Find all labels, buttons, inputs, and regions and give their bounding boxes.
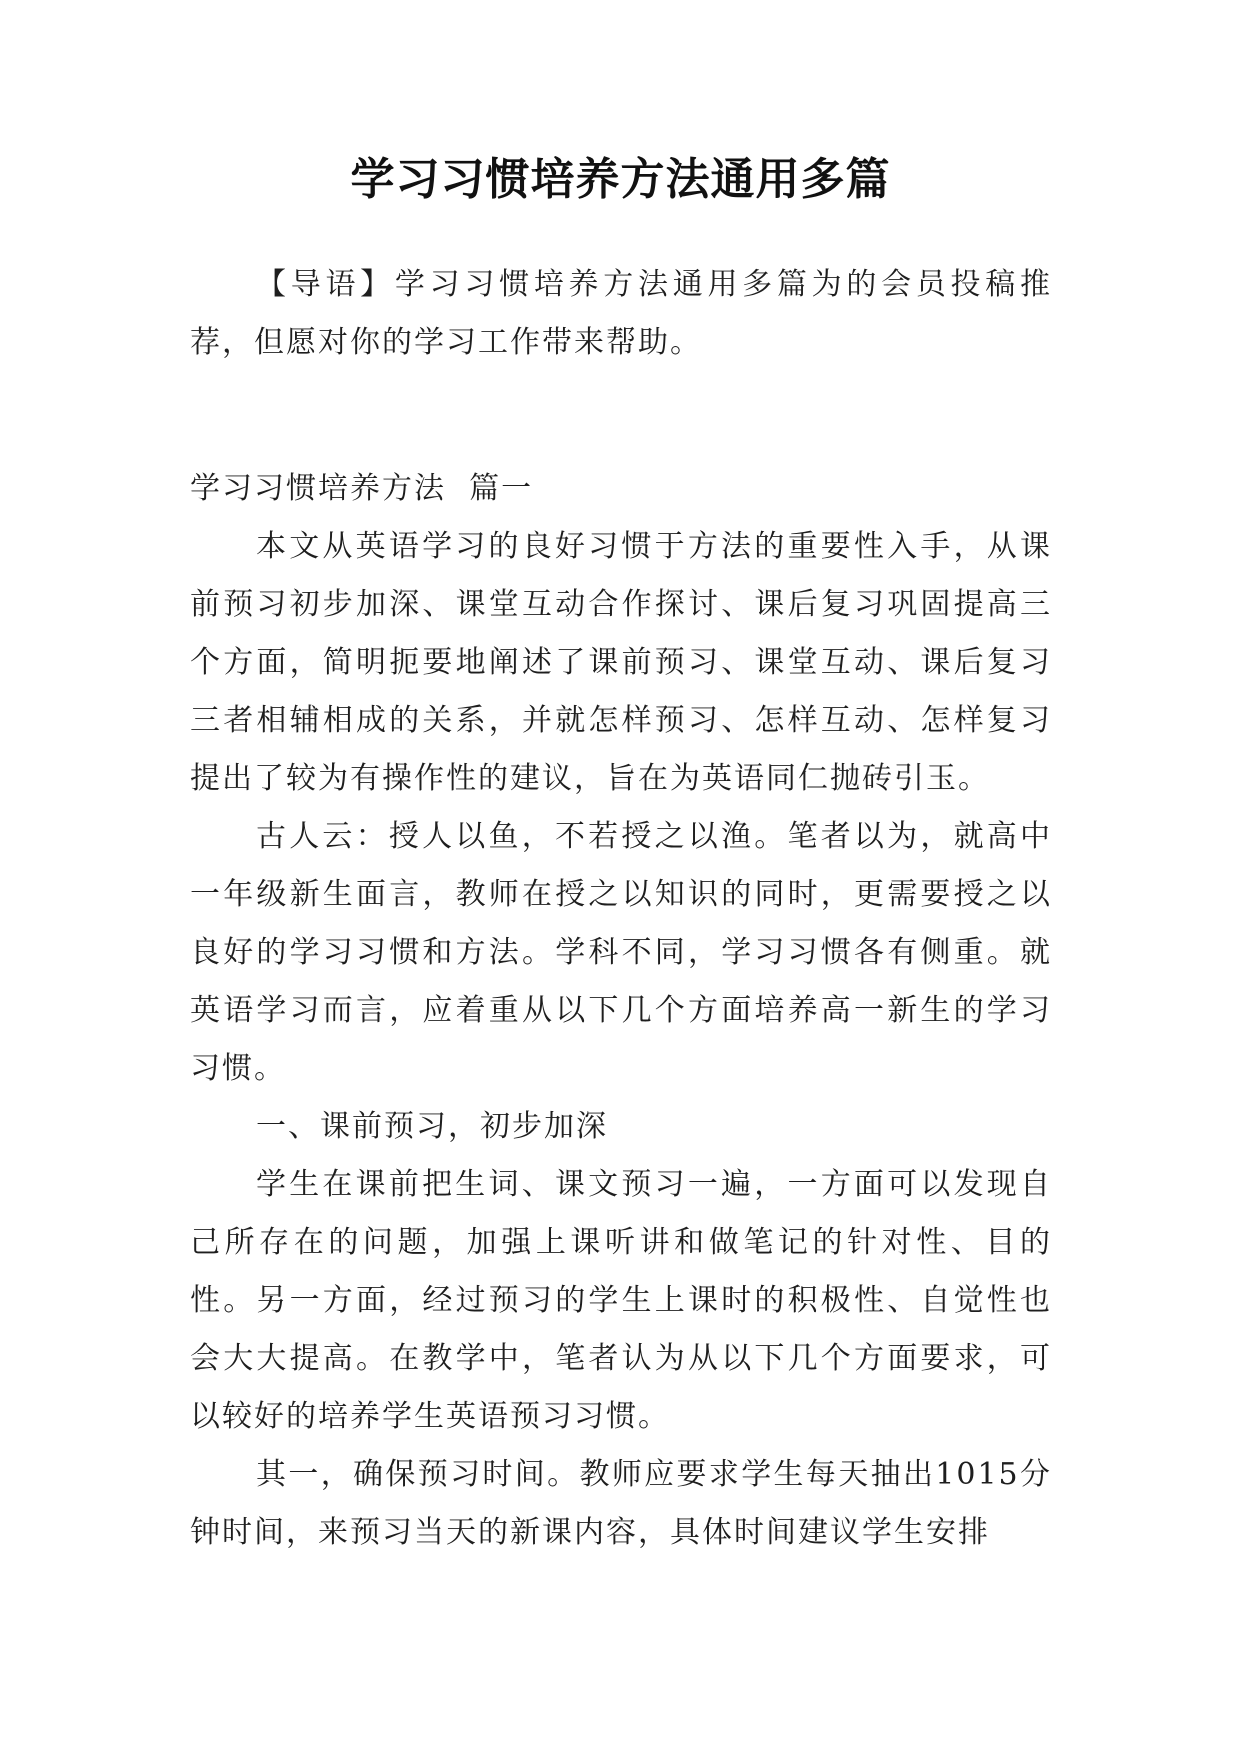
paragraph-3: 学生在课前把生词、课文预习一遍，一方面可以发现自己所存在的问题，加强上课听讲和做笔记的针对性、目的性。另一方面，经过预习的学生上课时的积极性、自觉性也会大大提高。在教学中，笔者认为从以下几个方面要求，可以较好的培养学生英语预习习惯。 <box>190 1167 1052 1434</box>
section-heading: 学习习惯培养方法 篇一 <box>190 471 534 506</box>
paragraph-4: 其一，确保预习时间。教师应要求学生每天抽出1015分钟时间，来预习当天的新课内容，具体时间建议学生安排 <box>190 1457 1052 1550</box>
paragraph-1: 本文从英语学习的良好习惯于方法的重要性入手，从课前预习初步加深、课堂互动合作探讨、课后复习巩固提高三个方面，简明扼要地阐述了课前预习、课堂互动、课后复习三者相辅相成的关系，并就怎样预习、怎样互动、怎样复习提出了较为有操作性的建议，旨在为英语同仁抛砖引玉。 <box>190 529 1052 796</box>
lead-paragraph: 【导语】学习习惯培养方法通用多篇为的会员投稿推荐，但愿对你的学习工作带来帮助。 <box>190 267 1052 360</box>
document-title: 学习习惯培养方法通用多篇 <box>350 154 891 205</box>
subheading-1: 一、课前预习，初步加深 <box>256 1109 608 1144</box>
paragraph-2: 古人云：授人以鱼，不若授之以渔。笔者以为，就高中一年级新生面言，教师在授之以知识的同时，更需要授之以良好的学习习惯和方法。学科不同，学习习惯各有侧重。就英语学习而言，应着重从以下几个方面培养高一新生的学习习惯。 <box>190 819 1052 1086</box>
